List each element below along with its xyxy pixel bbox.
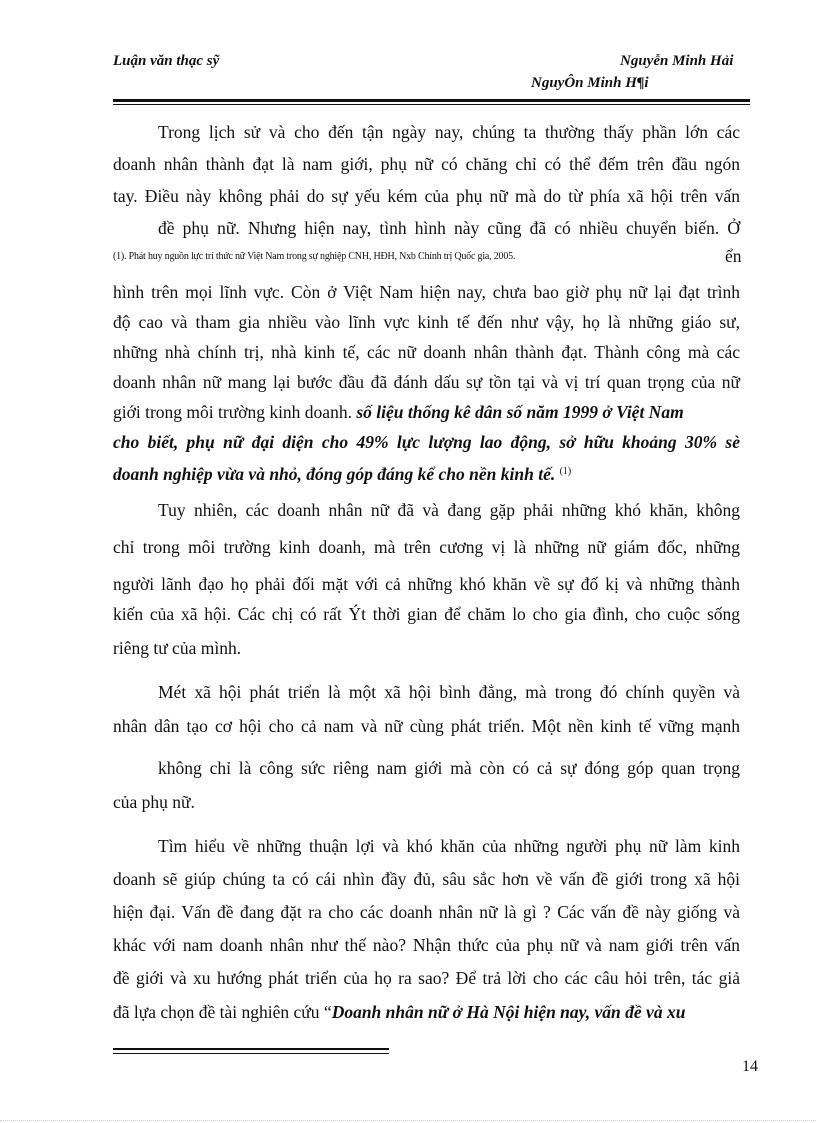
body-line: doanh sẽ giúp chúng ta có cái nhìn đầy đủ, sâu sắc hơn về vấn đề giới trong xã hội — [113, 869, 740, 889]
body-line: kiến của xã hội. Các chị có rất Ýt thời gian để chăm lo cho gia đình, cho cuộc sống — [113, 604, 740, 624]
emphasis-text: doanh nghiệp vừa và nhỏ, đóng góp đáng kể cho nền kinh tế. — [113, 464, 556, 484]
body-line: doanh nhân thành đạt là nam giới, phụ nữ có chăng chỉ có thể đếm trên đầu ngón — [113, 154, 740, 174]
emphasis-text: Doanh nhân nữ ở Hà Nội hiện nay, vấn đề và xu — [331, 1002, 686, 1022]
body-line: của phụ nữ. — [113, 792, 195, 812]
body-line: hình trên mọi lĩnh vực. Còn ở Việt Nam hiện nay, chưa bao giờ phụ nữ lại đạt trình — [113, 282, 740, 302]
emphasis-text: số liệu thống kê dân số năm 1999 ở Việt Nam — [356, 402, 684, 422]
header-right: Nguyễn Minh Hải — [620, 53, 734, 69]
footer-rule-thin — [113, 1053, 389, 1054]
body-line: khác với nam doanh nhân như thế nào? Nhận thức của phụ nữ và nam giới trên vấn — [113, 935, 740, 955]
body-line: doanh nhân nữ mang lại bước đầu đã đánh dấu sự tồn tại và vị trí quan trọng của nữ — [113, 372, 740, 392]
page-edge — [0, 1120, 816, 1122]
body-line: hiện đại. Vấn đề đang đặt ra cho các doanh nhân nữ là gì ? Các vấn đề này giống và — [113, 902, 740, 922]
footnote: (1). Phát huy nguồn lực trí thức nữ Việt Nam trong sự nghiệp CNH, HĐH, Nxb Chính trị Quốc gia, 2005. — [113, 250, 519, 264]
body-line — [113, 462, 571, 484]
body-line: riêng tư của mình. — [113, 638, 242, 658]
body-line: Tuy nhiên, các doanh nhân nữ đã và đang gặp phải những khó khăn, không — [158, 500, 740, 520]
body-line: đề phụ nữ. Nhưng hiện nay, tình hình này cũng đã có nhiều chuyển biến. Ở — [158, 218, 740, 238]
body-line: không chỉ là công sức riêng nam giới mà còn có cả sự đóng góp quan trọng — [158, 758, 740, 778]
body-line: Trong lịch sử và cho đến tận ngày nay, chúng ta thường thấy phần lớn các — [158, 122, 740, 142]
body-text: đã lựa chọn đề tài nghiên cứu “ — [113, 1002, 332, 1022]
body-line: tay. Điều này không phải do sự yếu kém của phụ nữ mà do từ phía xã hội trên vấn — [113, 186, 740, 206]
header-sub: NguyÔn Minh H¶i — [531, 75, 649, 91]
footnote-ref: (1) — [559, 466, 572, 477]
body-line: những nhà chính trị, nhà kinh tế, các nữ doanh nhân thành đạt. Thành công mà các — [113, 342, 740, 362]
footnote-tail: ển — [725, 246, 742, 266]
body-line — [113, 1002, 685, 1022]
body-line — [113, 402, 684, 422]
body-line: người lãnh đạo họ phải đối mặt với cả những khó khăn về sự đố kị và những thành — [113, 574, 740, 594]
body-line: cho biết, phụ nữ đại diện cho 49% lực lượng lao động, sở hữu khoảng 30% sè — [113, 432, 740, 452]
body-line: chỉ trong môi trường kinh doanh, mà trên cương vị là những nữ giám đốc, những — [113, 537, 740, 557]
page-number: 14 — [742, 1058, 758, 1075]
body-line: độ cao và tham gia nhiều vào lĩnh vực kinh tế đến như vậy, họ là những giáo sư, — [113, 312, 740, 332]
body-line: nhân dân tạo cơ hội cho cả nam và nữ cùng phát triển. Một nền kinh tế vững mạnh — [113, 716, 740, 736]
body-line: Tìm hiểu về những thuận lợi và khó khăn của những người phụ nữ làm kinh — [158, 836, 740, 856]
header-rule-thin — [113, 104, 750, 105]
footer-rule-thick — [113, 1048, 389, 1050]
body-line: đề giới và xu hướng phát triển của họ ra sao? Để trả lời cho các câu hỏi trên, tác giả — [113, 968, 740, 988]
header-left: Luận văn thạc sỹ — [113, 53, 220, 69]
body-text: giới trong môi trường kinh doanh. — [113, 402, 357, 422]
header-rule-thick — [113, 99, 750, 102]
body-line: Mét xã hội phát triển là một xã hội bình đẳng, mà trong đó chính quyền và — [158, 682, 740, 702]
